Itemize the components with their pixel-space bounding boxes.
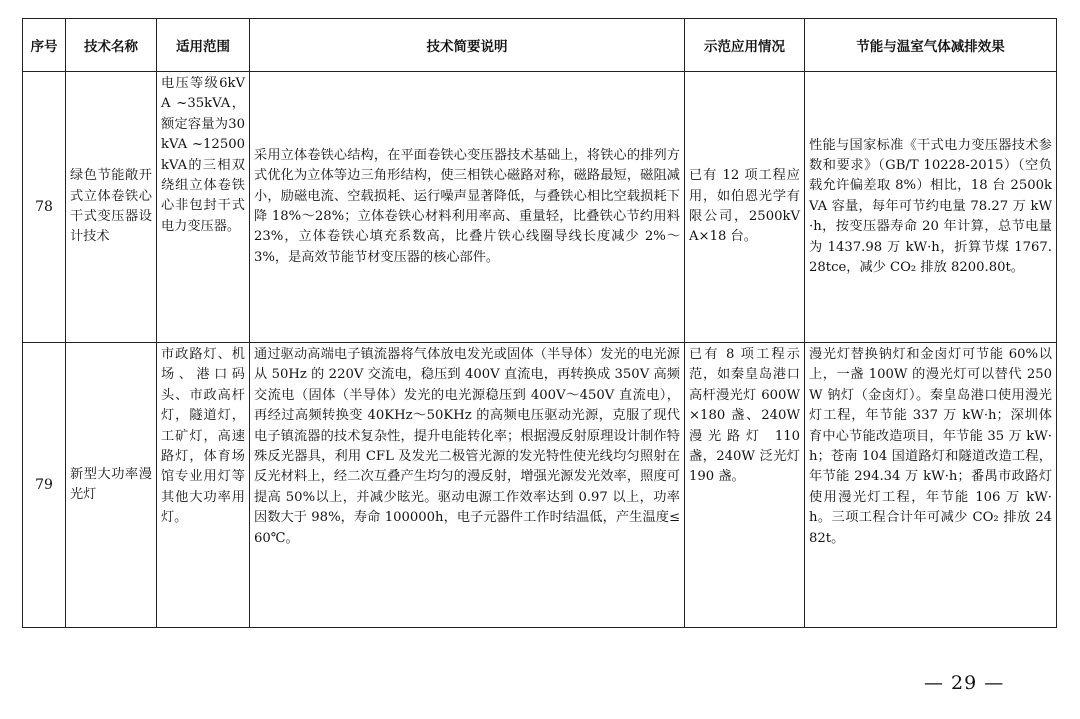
header-energy-effect: 节能与温室气体减排效果 [805, 19, 1057, 72]
table-header-row [23, 19, 1057, 72]
row-tech-name: 绿色节能敞开式立体卷铁心干式变压器设计技术 [66, 72, 157, 343]
row-tech-name: 新型大功率漫光灯 [66, 343, 157, 628]
row-demo-application: 已有 12 项工程应用，如伯恩光学有限公司，2500kVA×18 台。 [685, 72, 805, 343]
row-description: 通过驱动高端电子镇流器将气体放电发光或固体（半导体）发光的电光源从 50Hz 的 220V 交流电，稳压到 400V 直流电，再转换成 350V 高频交流电（固体（半导体）发光的电光源稳压到 400V～450V 直流电），再经过高频转换变 40KHz～50KHz 的高频电压驱动光源，克服了现代电子镇流器的技术复杂性，提升电能转化率；根据漫反射原理设计制作特殊反光器具，利用 CFL 及发光二极管光源的发光特性使光线均匀照射在反光材料上，经二次互叠产生均匀的漫反射，增强光源发光效率，照度可提高 50%以上，并减少眩光。驱动电源工作效率达到 0.97 以上，功率因数大于 98%，寿命 100000h，电子元器件工作时结温低，产生温度≤60℃。 [250, 343, 685, 628]
tech-catalog-table [22, 18, 1057, 628]
table-row [23, 72, 1057, 343]
header-demo-application: 示范应用情况 [685, 19, 805, 72]
table-row [23, 343, 1057, 628]
tech-catalog-table-page [22, 18, 1056, 628]
row-seq: 78 [23, 72, 66, 343]
header-seq: 序号 [23, 19, 66, 72]
row-demo-application: 已有 8 项工程示范，如秦皇岛港口高杆漫光灯 600W×180 盏、240W 漫光路灯 110 盏，240W 泛光灯 190 盏。 [685, 343, 805, 628]
row-seq: 79 [23, 343, 66, 628]
row-description: 采用立体卷铁心结构，在平面卷铁心变压器技术基础上，将铁心的排列方式优化为立体等边三角形结构，使三相铁心磁路对称，磁路最短，磁阻减小，励磁电流、空载损耗、运行噪声显著降低，与叠铁心相比空载损耗下降 18%～28%；立体卷铁心材料利用率高、重量轻，比叠铁心节约用料 23%，立体卷铁心填充系数高，比叠片铁心线圈导线长度减少 2%～3%，是高效节能节材变压器的核心部件。 [250, 72, 685, 343]
row-scope: 市政路灯、机场、港口码头、市政高杆灯，隧道灯，工矿灯，高速路灯，体育场馆专业用灯等其他大功率用灯。 [157, 343, 250, 628]
header-tech-name: 技术名称 [66, 19, 157, 72]
row-scope: 电压等级6kVA ~35kVA，额定容量为30kVA ~12500 kVA的三相双绕组立体卷铁心非包封干式电力变压器。 [157, 72, 250, 343]
row-energy-effect: 漫光灯替换钠灯和金卤灯可节能 60%以上，一盏 100W 的漫光灯可以替代 250W 钠灯（金卤灯）。秦皇岛港口使用漫光灯工程，年节能 337 万 kW·h；深圳体育中心节能改造项目，年节能 35 万 kW·h；苍南 104 国道路灯和隧道改造工程，年节能 294.34 万 kW·h；番禺市政路灯使用漫光灯工程，年节能 106 万 kW·h。三项工程合计年可减少 CO₂ 排放 2482t。 [805, 343, 1057, 628]
row-energy-effect: 性能与国家标准《干式电力变压器技术参数和要求》（GB/T 10228-2015）（空负载允许偏差取 8%）相比，18 台 2500kVA 容量，每年可节约电量 78.27 万 kW·h，按变压器寿命 20 年计算，总节电量为 1437.98 万 kW·h，折算节煤 1767.28tce，减少 CO₂ 排放 8200.80t。 [805, 72, 1057, 343]
page-number: — 29 — [924, 672, 1005, 694]
header-scope: 适用范围 [157, 19, 250, 72]
header-description: 技术简要说明 [250, 19, 685, 72]
